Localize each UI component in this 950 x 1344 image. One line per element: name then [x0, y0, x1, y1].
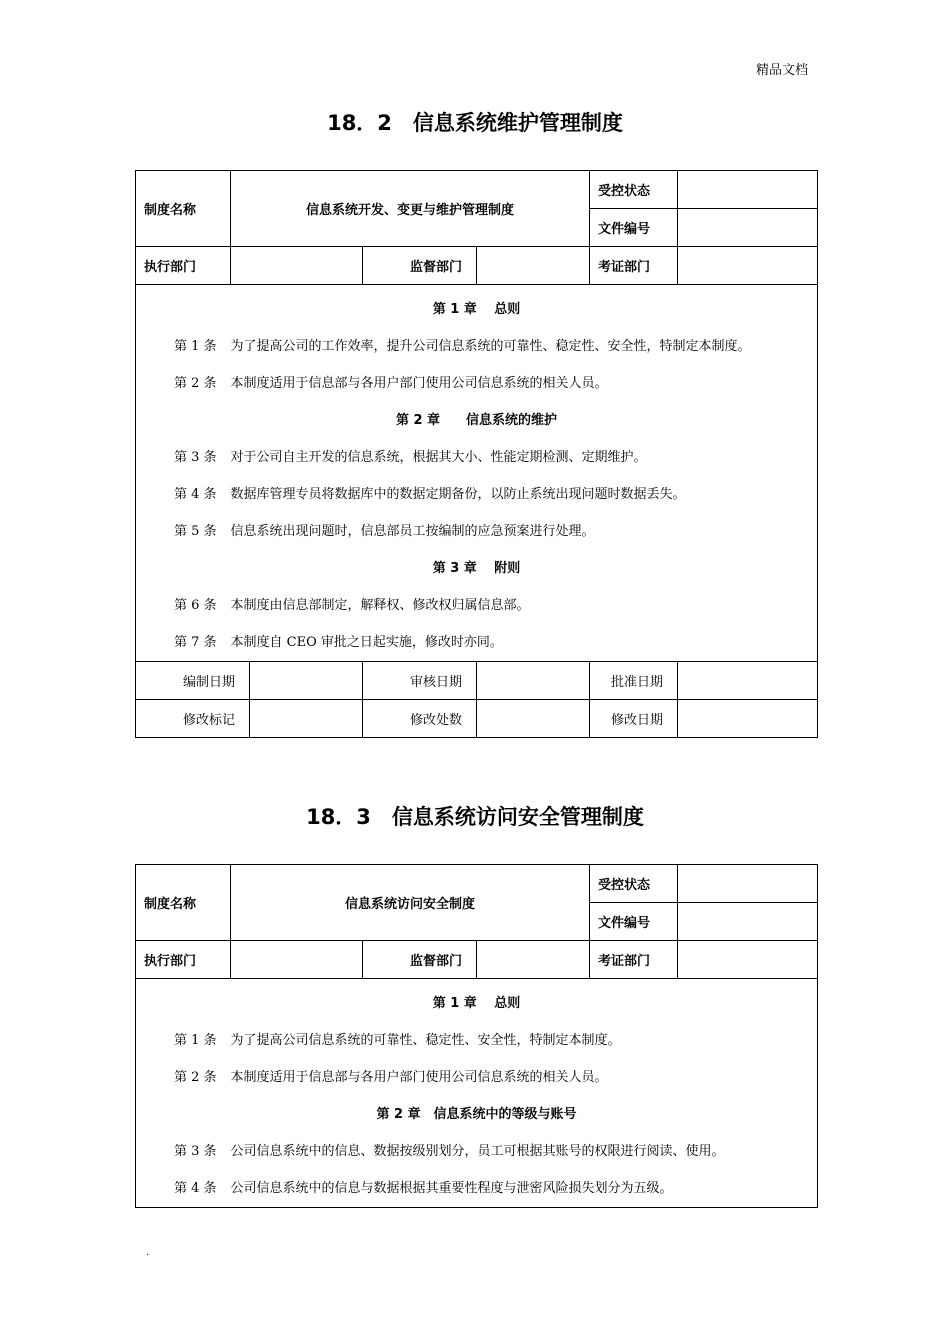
- supervise-dept-label: 监督部门: [363, 941, 477, 979]
- article-number: 第 2 条: [174, 1070, 217, 1085]
- article-number: 第 2 条: [174, 376, 217, 391]
- article-number: 第 1 条: [174, 339, 217, 354]
- article-number: 第 4 条: [174, 487, 217, 502]
- article-item: [136, 624, 817, 661]
- revision-mark-label: 修改标记: [136, 700, 250, 738]
- article-item: [136, 439, 817, 476]
- article-item: [136, 476, 817, 513]
- article-number: 第 7 条: [174, 635, 217, 650]
- article-item: [136, 1022, 817, 1059]
- chapter-heading: 第 1 章 总则: [432, 302, 521, 317]
- article-text: 本制度自 CEO 审批之日起实施，修改时亦同。: [230, 635, 503, 650]
- supervise-dept-label: 监督部门: [363, 247, 477, 285]
- file-number-label: 文件编号: [590, 209, 678, 247]
- verify-dept-value: [678, 941, 818, 979]
- controlled-status-value: [678, 171, 818, 209]
- section-title: 18．3 信息系统访问安全管理制度: [306, 805, 644, 829]
- article-text: 本制度由信息部制定，解释权、修改权归属信息部。: [230, 598, 530, 613]
- file-number-value: [678, 903, 818, 941]
- section-title: 18．2 信息系统维护管理制度: [327, 111, 623, 135]
- policy-name-label: 制度名称: [136, 171, 231, 247]
- exec-dept-label: 执行部门: [136, 941, 231, 979]
- policy-body: [136, 979, 818, 1208]
- controlled-status-label: 受控状态: [590, 171, 678, 209]
- revision-count-label: 修改处数: [363, 700, 477, 738]
- watermark-text: 精品文档: [755, 63, 808, 78]
- article-number: 第 6 条: [174, 598, 217, 613]
- verify-dept-label: 考证部门: [590, 247, 678, 285]
- policy-body: [136, 285, 818, 662]
- exec-dept-value: [231, 247, 363, 285]
- file-number-value: [678, 209, 818, 247]
- revision-mark-value: [250, 700, 363, 738]
- exec-dept-value: [231, 941, 363, 979]
- chapter-heading: 第 2 章 信息系统的维护: [395, 413, 558, 428]
- article-text: 数据库管理专员将数据库中的数据定期备份，以防止系统出现问题时数据丢失。: [230, 487, 686, 502]
- revision-date-value: [678, 700, 818, 738]
- review-date-value: [477, 662, 590, 700]
- controlled-status-label: 受控状态: [590, 865, 678, 903]
- chapter-heading: 第 1 章 总则: [432, 996, 521, 1011]
- supervise-dept-value: [477, 941, 590, 979]
- compile-date-value: [250, 662, 363, 700]
- article-number: 第 3 条: [174, 1144, 217, 1159]
- chapter-heading: 第 2 章 信息系统中的等级与账号: [376, 1107, 577, 1122]
- review-date-label: 审核日期: [363, 662, 477, 700]
- verify-dept-label: 考证部门: [590, 941, 678, 979]
- article-number: 第 1 条: [174, 1033, 217, 1048]
- controlled-status-value: [678, 865, 818, 903]
- supervise-dept-value: [477, 247, 590, 285]
- article-number: 第 3 条: [174, 450, 217, 465]
- policy-name-label: 制度名称: [136, 865, 231, 941]
- revision-date-label: 修改日期: [590, 700, 678, 738]
- article-number: 第 4 条: [174, 1181, 217, 1196]
- article-text: 为了提高公司的工作效率，提升公司信息系统的可靠性、稳定性、安全性，特制定本制度。: [230, 339, 751, 354]
- policy-form-table: [135, 170, 818, 738]
- page-footer-mark: .: [146, 1247, 150, 1258]
- article-item: [136, 328, 817, 365]
- article-item: [136, 1059, 817, 1096]
- article-text: 公司信息系统中的信息与数据根据其重要性程度与泄密风险损失划分为五级。: [230, 1181, 673, 1196]
- article-number: 第 5 条: [174, 524, 217, 539]
- compile-date-label: 编制日期: [136, 662, 250, 700]
- article-item: [136, 1133, 817, 1170]
- article-text: 公司信息系统中的信息、数据按级别划分，员工可根据其账号的权限进行阅读、使用。: [230, 1144, 725, 1159]
- file-number-label: 文件编号: [590, 903, 678, 941]
- article-item: [136, 587, 817, 624]
- article-text: 本制度适用于信息部与各用户部门使用公司信息系统的相关人员。: [230, 1070, 608, 1085]
- policy-name-value: 信息系统访问安全制度: [231, 865, 590, 941]
- article-text: 对于公司自主开发的信息系统，根据其大小、性能定期检测、定期维护。: [230, 450, 647, 465]
- article-text: 本制度适用于信息部与各用户部门使用公司信息系统的相关人员。: [230, 376, 608, 391]
- exec-dept-label: 执行部门: [136, 247, 231, 285]
- article-item: [136, 365, 817, 402]
- article-text: 信息系统出现问题时，信息部员工按编制的应急预案进行处理。: [230, 524, 595, 539]
- approve-date-label: 批准日期: [590, 662, 678, 700]
- article-text: 为了提高公司信息系统的可靠性、稳定性、安全性，特制定本制度。: [230, 1033, 621, 1048]
- policy-name-value: 信息系统开发、变更与维护管理制度: [231, 171, 590, 247]
- policy-form-table: [135, 864, 818, 1208]
- article-item: [136, 1170, 817, 1207]
- verify-dept-value: [678, 247, 818, 285]
- approve-date-value: [678, 662, 818, 700]
- revision-count-value: [477, 700, 590, 738]
- article-item: [136, 513, 817, 550]
- chapter-heading: 第 3 章 附则: [432, 561, 521, 576]
